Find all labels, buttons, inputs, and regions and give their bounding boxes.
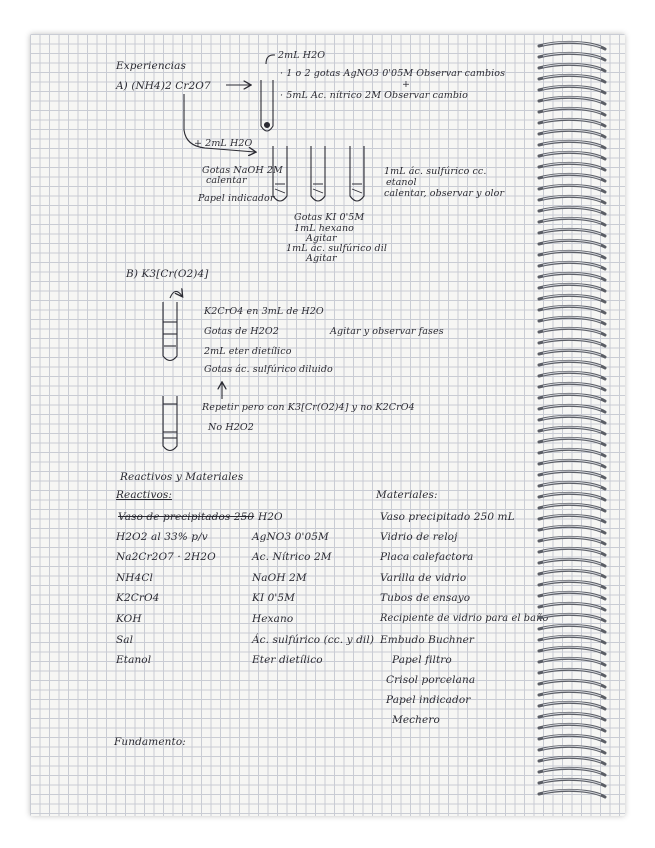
part-b-repeat-2: No H2O2: [208, 422, 254, 433]
arrow-part-b: [170, 291, 182, 298]
reactivos-col2-top: H2O: [258, 511, 283, 523]
reactivo-5: KOH: [116, 613, 142, 625]
part-b-label: B) K3[Cr(O2)4]: [126, 268, 209, 280]
branch1-line-1: · 1 o 2 gotas AgNO3 0'05M Observar cambios: [280, 68, 506, 79]
branch2-left-1: Gotas NaOH 2M: [202, 165, 283, 176]
material-9: Crisol porcelana: [386, 674, 476, 686]
reactivo-1: H2O2 al 33% p/v: [116, 531, 208, 543]
reactivo-col2-1: AgNO3 0'05M: [252, 531, 329, 543]
experiencias-heading: Experiencias: [116, 60, 186, 72]
material-4: Varilla de vidrio: [380, 572, 467, 584]
materiales-heading: Materiales:: [376, 489, 438, 501]
branch2-mid-3: Agitar: [306, 233, 337, 244]
branch1-line-2: · 5mL Ac. nítrico 2M Observar cambio: [280, 90, 468, 101]
branch1-plus: +: [402, 79, 411, 90]
reactivo-col2-4: KI 0'5M: [252, 592, 296, 604]
reactivo-4: K2CrO4: [116, 592, 160, 604]
reactivo-col2-5: Hexano: [252, 613, 294, 625]
material-10: Papel indicador: [386, 694, 471, 706]
branch2-right-3: calentar, observar y olor: [384, 188, 505, 199]
part-a-label: A) (NH4)2 Cr2O7: [116, 80, 211, 92]
branch2-mid-1: Gotas KI 0'5M: [294, 212, 365, 223]
reactivo-2: Na2Cr2O7 · 2H2O: [116, 551, 216, 563]
reactivos-materiales-heading: Reactivos y Materiales: [120, 471, 244, 483]
material-3: Placa calefactora: [380, 551, 474, 563]
reactivo-col2-2: Ac. Nítrico 2M: [252, 551, 332, 563]
branch2-mid-5: Agitar: [306, 253, 337, 264]
reactivos-heading: Reactivos:: [116, 489, 173, 501]
spiral-binding-icon: [533, 40, 613, 810]
branch2-right-1: 1mL ác. sulfúrico cc.: [384, 166, 487, 177]
fundamento-heading: Fundamento:: [114, 736, 186, 748]
branch1-note: 2mL H2O: [278, 50, 326, 61]
part-b-repeat-1: Repetir pero con K3[Cr(O2)4] y no K2CrO4: [202, 402, 415, 413]
branch2-right-2: etanol: [386, 177, 417, 188]
material-6: Recipiente de vidrio para el baño: [380, 613, 549, 624]
material-2: Vidrio de reloj: [380, 531, 458, 543]
note-hook: [266, 55, 275, 64]
branch2-left-3: Papel indicador: [198, 193, 275, 204]
material-7: Embudo Buchner: [380, 634, 475, 646]
crossed-out-entry: Vaso de precipitados 250: [118, 511, 255, 523]
part-b-side-note: Agitar y observar fases: [330, 326, 444, 337]
material-5: Tubos de ensayo: [380, 592, 471, 604]
reactivo-6: Sal: [116, 634, 134, 646]
branch2-arrow-note: + 2mL H2O: [194, 138, 253, 149]
material-1: Vaso precipitado 250 mL: [380, 511, 515, 523]
reactivo-col2-7: Eter dietílico: [252, 654, 323, 666]
part-b-step-2: Gotas de H2O2: [204, 326, 279, 337]
branch2-left-2: calentar: [206, 175, 247, 186]
branch2-mid-4: 1mL ác. sulfúrico dil: [286, 243, 387, 254]
reactivo-7: Etanol: [116, 654, 152, 666]
material-11: Mechero: [392, 714, 440, 726]
part-b-step-4: Gotas ác. sulfúrico diluido: [204, 364, 333, 375]
reactivo-3: NH4Cl: [116, 572, 153, 584]
tube-b-icon: [163, 302, 177, 361]
reactivo-col2-3: NaOH 2M: [252, 572, 307, 584]
branch2-mid-2: 1mL hexano: [294, 223, 354, 234]
part-b-step-3: 2mL eter dietílico: [204, 346, 292, 357]
part-b-step-1: K2CrO4 en 3mL de H2O: [204, 306, 324, 317]
reactivo-col2-6: Ác. sulfúrico (cc. y dil): [252, 634, 375, 646]
material-8: Papel filtro: [392, 654, 452, 666]
arrow-to-tubes-row: [184, 94, 255, 152]
